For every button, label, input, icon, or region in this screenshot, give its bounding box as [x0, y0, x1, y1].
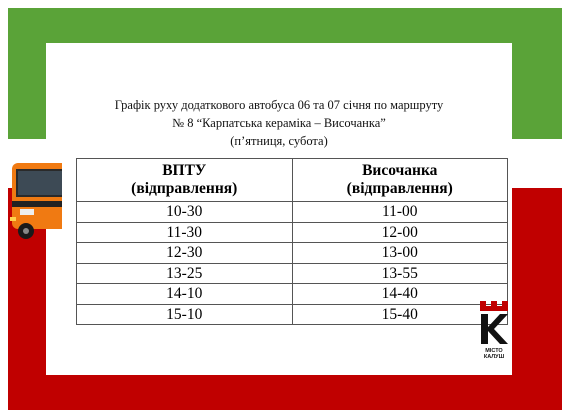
table-cell: 14-40	[292, 284, 508, 305]
title-line-2: № 8 “Карпатська кераміка – Височанка”	[172, 116, 386, 130]
column-header-name: ВПТУ	[162, 162, 207, 179]
table-cell: 14-10	[77, 284, 293, 305]
table-cell: 11-30	[77, 222, 293, 243]
title-line-1: Графік руху додаткового автобуса 06 та 07 січня по маршруту	[114, 98, 444, 112]
table-row	[77, 222, 508, 243]
title-line-3: (п’ятниця, субота)	[230, 134, 328, 148]
column-header-vptu	[77, 159, 293, 202]
schedule-title	[46, 96, 512, 150]
table-cell: 11-00	[292, 202, 508, 223]
table-row	[77, 284, 508, 305]
table-cell: 13-25	[77, 263, 293, 284]
logo-caption-line-1: МІСТО	[485, 348, 503, 354]
table-row	[77, 243, 508, 264]
table-cell: 13-55	[292, 263, 508, 284]
table-row	[77, 263, 508, 284]
table-cell: 12-00	[292, 222, 508, 243]
table-row	[77, 304, 508, 325]
table-row	[77, 202, 508, 223]
logo-caption	[476, 348, 512, 360]
column-header-sub: (відправлення)	[131, 180, 238, 197]
schedule-table	[76, 158, 508, 325]
table-cell: 12-30	[77, 243, 293, 264]
column-header-sub: (відправлення)	[346, 180, 453, 197]
logo-caption-line-2: КАЛУШ	[483, 354, 505, 360]
table-cell: 13-00	[292, 243, 508, 264]
table-cell: 10-30	[77, 202, 293, 223]
table-header-row	[77, 159, 508, 202]
table-cell: 15-10	[77, 304, 293, 325]
bus-icon	[10, 157, 62, 243]
column-header-vysochanka	[292, 159, 508, 202]
table-cell: 15-40	[292, 304, 508, 325]
column-header-name: Височанка	[362, 162, 438, 179]
